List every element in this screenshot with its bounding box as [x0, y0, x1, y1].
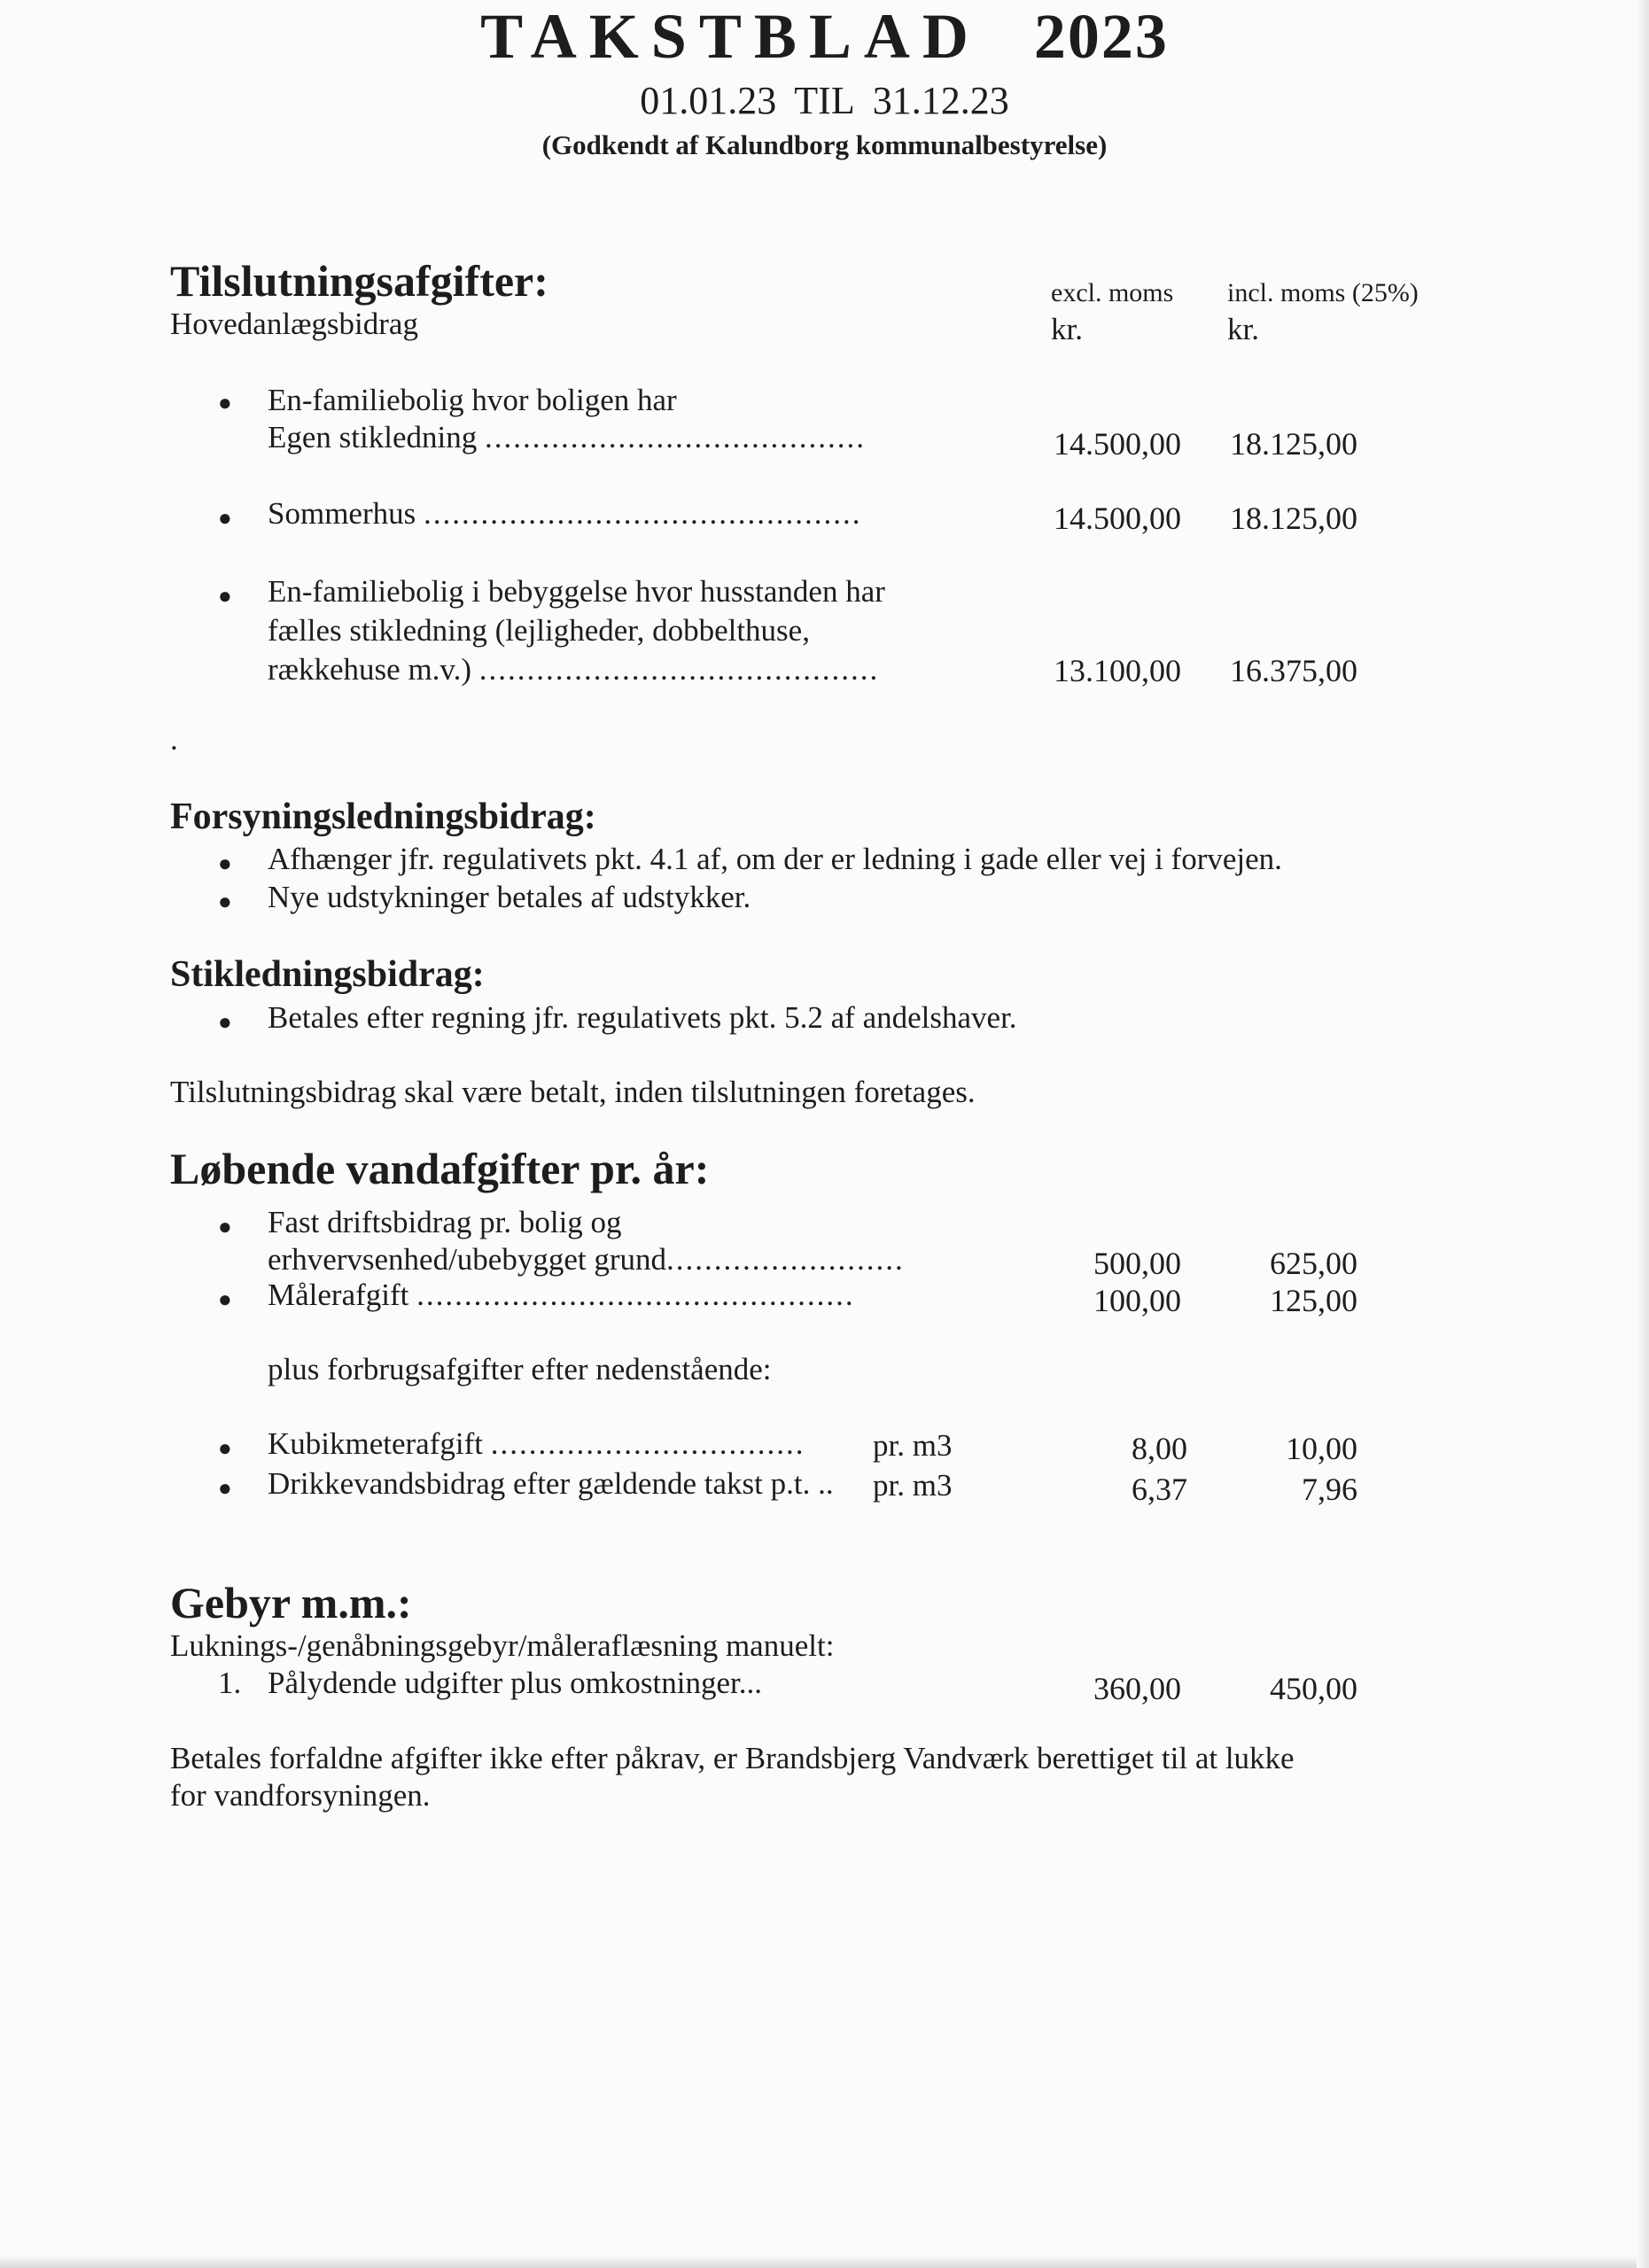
price-incl: 18.125,00: [1230, 501, 1357, 536]
leader-dots: ..............................................: [423, 496, 862, 531]
item-label-line: Fast driftsbidrag pr. bolig og: [268, 1205, 622, 1239]
price-excl: 8,00: [1132, 1431, 1187, 1466]
price-excl: 360,00: [1093, 1671, 1181, 1706]
bullet-icon: ●: [218, 583, 232, 609]
section-heading-loebende: Løbende vandafgifter pr. år:: [170, 1144, 710, 1193]
tilslutning-note: Tilslutningsbidrag skal være betalt, inden tilslutningen foretages.: [170, 1075, 976, 1109]
bullet-icon: ●: [218, 850, 232, 876]
leader-dots: ..............................................: [416, 1278, 855, 1312]
column-header-incl: incl. moms (25%): [1227, 278, 1419, 307]
section-heading-tilslutning: Tilslutningsafgifter:: [170, 256, 548, 306]
footer-note-line: Betales forfaldne afgifter ikke efter påkrav, er Brandsbjerg Vandværk berettiget til at lukke: [170, 1741, 1295, 1775]
title-text: TAKSTBLAD: [480, 1, 981, 72]
forsyning-item: Nye udstykninger betales af udstykker.: [268, 880, 751, 914]
price-incl: 625,00: [1270, 1246, 1357, 1281]
section-heading-stikledning: Stikledningsbidrag:: [170, 954, 485, 995]
list-number: 1.: [218, 1666, 242, 1700]
leader-dots: ..........................................: [478, 652, 880, 687]
title-year: 2023: [1033, 1, 1169, 72]
validity-period: [0, 78, 1649, 123]
bullet-icon: ●: [218, 1435, 232, 1461]
bullet-icon: ●: [218, 1475, 232, 1501]
section-heading-forsyning: Forsyningsledningsbidrag:: [170, 796, 596, 837]
leader-dots: .................................: [490, 1426, 805, 1461]
item-label-line: [268, 1242, 905, 1278]
item-label-line: Drikkevandsbidrag efter gældende takst p.t. ..: [268, 1466, 834, 1501]
item-label-line: En-familiebolig hvor boligen har: [268, 383, 677, 417]
item-label-line: fælles stikledning (lejligheder, dobbelthuse,: [268, 613, 810, 648]
item-label-line: [268, 1278, 855, 1313]
stray-mark: .: [170, 722, 178, 757]
price-incl: 18.125,00: [1230, 426, 1357, 462]
bullet-icon: ●: [218, 505, 232, 531]
item-label-line: [268, 420, 866, 455]
gebyr-item-label: Pålydende udgifter plus omkostninger...: [268, 1666, 762, 1700]
scan-edge-bottom: [0, 2256, 1649, 2268]
column-unit-excl: kr.: [1051, 312, 1083, 346]
price-incl: 16.375,00: [1230, 653, 1357, 688]
item-label-line: [268, 652, 879, 687]
price-incl: 10,00: [1286, 1431, 1357, 1466]
item-label-text: erhvervsenhed/ubebygget grund: [268, 1242, 666, 1277]
item-label-text: Målerafgift: [268, 1278, 409, 1312]
unit-label: pr. m3: [873, 1468, 953, 1503]
price-incl: 7,96: [1302, 1472, 1357, 1507]
unit-label: pr. m3: [873, 1428, 953, 1463]
plus-note: plus forbrugsafgifter efter nedenstående:: [268, 1352, 772, 1386]
item-label-line: [268, 1426, 805, 1462]
bullet-icon: ●: [218, 1009, 232, 1035]
date-til: TIL: [794, 79, 855, 122]
price-excl: 14.500,00: [1054, 501, 1181, 536]
price-excl: 14.500,00: [1054, 426, 1181, 462]
bullet-icon: ●: [218, 889, 232, 914]
gebyr-subheading: Luknings-/genåbningsgebyr/måleraflæsning manuelt:: [170, 1628, 835, 1663]
item-label-text: Kubikmeterafgift: [268, 1426, 483, 1461]
date-from: 01.01.23: [640, 79, 777, 122]
section-heading-gebyr: Gebyr m.m.:: [170, 1578, 412, 1627]
item-label-text: Sommerhus: [268, 496, 416, 531]
date-to: 31.12.23: [872, 79, 1009, 122]
document-title: [0, 0, 1649, 74]
footer-note-line: for vandforsyningen.: [170, 1778, 431, 1813]
price-excl: 100,00: [1093, 1283, 1181, 1318]
leader-dots: .........................: [666, 1242, 905, 1277]
leader-dots: ........................................: [484, 420, 866, 454]
column-unit-incl: kr.: [1227, 312, 1259, 346]
bullet-icon: ●: [218, 390, 232, 416]
item-label-text: rækkehuse m.v.): [268, 652, 472, 687]
forsyning-item: Afhænger jfr. regulativets pkt. 4.1 af, om der er ledning i gade eller vej i forvejen.: [268, 842, 1282, 876]
price-incl: 125,00: [1270, 1283, 1357, 1318]
item-label-text: Egen stikledning: [268, 420, 478, 454]
price-excl: 6,37: [1132, 1472, 1187, 1507]
bullet-icon: ●: [218, 1214, 232, 1239]
item-label-line: [268, 496, 861, 532]
price-excl: 500,00: [1093, 1246, 1181, 1281]
approval-note: (Godkendt af Kalundborg kommunalbestyrelse): [541, 129, 1108, 160]
item-label-line: En-familiebolig i bebyggelse hvor husstanden har: [268, 574, 885, 609]
scan-edge-right: [1637, 0, 1649, 2268]
stikledning-item: Betales efter regning jfr. regulativets pkt. 5.2 af andelshaver.: [268, 1000, 1017, 1035]
price-excl: 13.100,00: [1054, 653, 1181, 688]
price-incl: 450,00: [1270, 1671, 1357, 1706]
bullet-icon: ●: [218, 1286, 232, 1312]
column-header-excl: excl. moms: [1051, 278, 1174, 307]
subheading-hovedanlaeg: Hovedanlægsbidrag: [170, 307, 418, 341]
